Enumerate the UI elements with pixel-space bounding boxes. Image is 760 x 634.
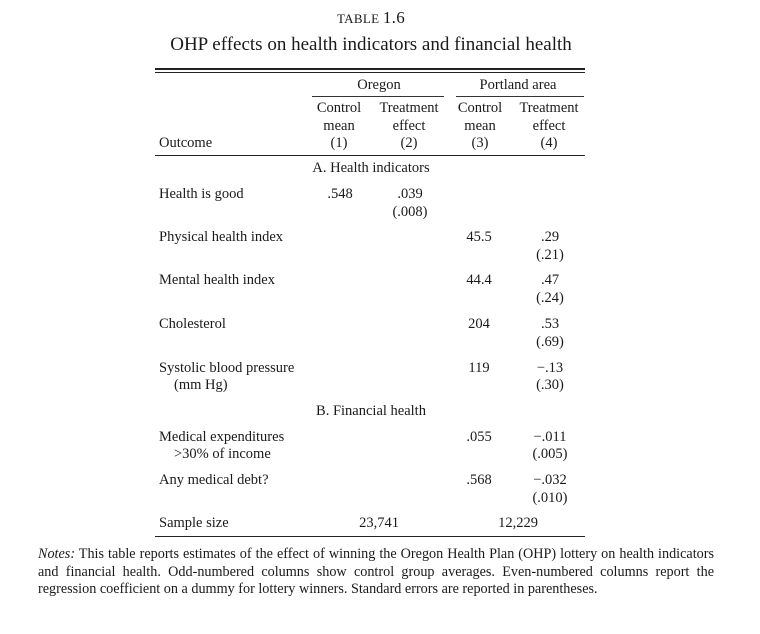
col1-number: (1) (330, 135, 348, 151)
col4-line2: effect (532, 118, 566, 134)
row-label: Mental health index (159, 272, 275, 288)
cell-col2-se: (.008) (392, 204, 428, 220)
cell-col3: .568 (466, 472, 492, 488)
table-label-prefix: TABLE (336, 11, 380, 26)
cell-col2: .039 (397, 186, 423, 202)
cell-col4-se: (.010) (532, 490, 568, 506)
cell-col4: .29 (540, 229, 560, 245)
cell-col4: .53 (540, 316, 560, 332)
cell-col3: 119 (468, 360, 490, 376)
col2-line2: effect (392, 118, 426, 134)
cell-col3: .055 (466, 429, 492, 445)
row-label: Medical expenditures (159, 429, 285, 445)
row-label: Systolic blood pressure (159, 360, 295, 376)
col2-number: (2) (400, 135, 418, 151)
table-title: OHP effects on health indicators and financial health (170, 34, 572, 55)
col4-number: (4) (540, 135, 558, 151)
cell-col4-se: (.24) (536, 290, 564, 306)
panel-a-title: A. Health indicators (312, 160, 430, 176)
col1-line1: Control (316, 100, 362, 116)
table-notes (38, 546, 714, 599)
row-label: Physical health index (159, 229, 284, 245)
group-rule-portland (456, 96, 584, 97)
group-header-portland: Portland area (479, 77, 557, 93)
header-rule (155, 155, 585, 156)
col4-line1: Treatment (519, 100, 579, 116)
sample-size-label: Sample size (159, 515, 229, 531)
bottom-rule (155, 536, 585, 537)
cell-col4-se: (.005) (532, 446, 568, 462)
cell-col3: 44.4 (466, 272, 492, 288)
cell-col4-se: (.21) (536, 247, 564, 263)
row-label: Health is good (159, 186, 244, 202)
col1-line2: mean (323, 118, 355, 134)
cell-col4: −.032 (533, 472, 567, 488)
cell-col4: .47 (540, 272, 560, 288)
col3-line1: Control (457, 100, 503, 116)
cell-col4-se: (.30) (536, 377, 564, 393)
row-label: Cholesterol (159, 316, 226, 332)
cell-col3: 45.5 (466, 229, 492, 245)
row-label: Any medical debt? (159, 472, 269, 488)
outcome-header: Outcome (159, 135, 213, 151)
cell-col4: −.011 (533, 429, 567, 445)
row-label-line2: (mm Hg) (174, 377, 228, 393)
group-header-oregon: Oregon (357, 77, 401, 93)
sample-size-oregon: 23,741 (359, 515, 399, 531)
cell-col1: .548 (327, 186, 353, 202)
group-rule-oregon (312, 96, 444, 97)
sample-size-portland: 12,229 (498, 515, 538, 531)
notes-lead: Notes: (38, 546, 76, 562)
col2-line1: Treatment (379, 100, 439, 116)
table-label-number: 1.6 (382, 8, 406, 27)
top-rule-thin (155, 72, 585, 73)
col3-line2: mean (464, 118, 496, 134)
top-rule-thick (155, 68, 585, 70)
cell-col4: −.13 (536, 360, 564, 376)
panel-b-title: B. Financial health (316, 403, 426, 419)
row-label-line2: >30% of income (174, 446, 271, 462)
cell-col3: 204 (468, 316, 490, 332)
cell-col4-se: (.69) (536, 334, 564, 350)
notes-text: This table reports estimates of the effect of winning the Oregon Health Plan (OHP) lottery on health indicators and financial health. Odd-numbered columns show control group averages. Even-numbered columns report the regression coefficient on a dummy for lottery winners. Standard errors are reported in parentheses. (38, 546, 714, 598)
col3-number: (3) (471, 135, 489, 151)
table-label (337, 8, 405, 28)
